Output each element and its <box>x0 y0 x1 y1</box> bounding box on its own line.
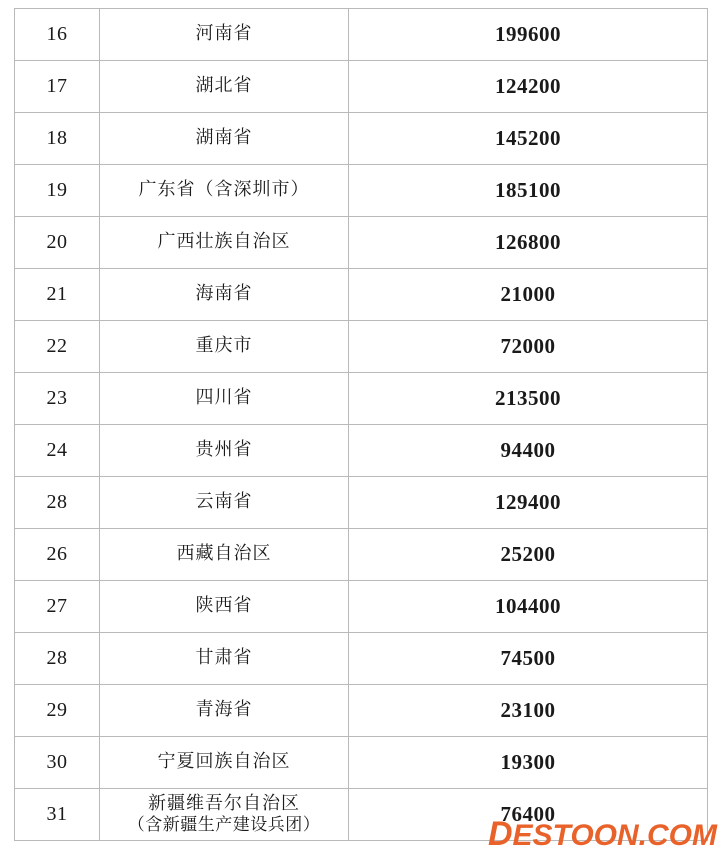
row-value: 94400 <box>349 425 708 477</box>
row-value: 21000 <box>349 269 708 321</box>
row-index: 17 <box>15 61 100 113</box>
row-region-name: 四川省 <box>100 373 349 425</box>
row-value: 23100 <box>349 685 708 737</box>
row-region-name: 广东省（含深圳市） <box>100 165 349 217</box>
watermark-text: ESTOON.COM <box>512 819 717 852</box>
row-region-name <box>100 789 349 841</box>
row-index: 27 <box>15 581 100 633</box>
row-region-name-line1: 新疆维吾尔自治区 <box>148 792 300 814</box>
row-value: 129400 <box>349 477 708 529</box>
table-row <box>15 633 708 685</box>
row-region-name: 宁夏回族自治区 <box>100 737 349 789</box>
row-index: 28 <box>15 477 100 529</box>
row-index: 18 <box>15 113 100 165</box>
row-region-name: 湖南省 <box>100 113 349 165</box>
region-quota-table <box>14 8 708 841</box>
row-index: 19 <box>15 165 100 217</box>
row-index: 30 <box>15 737 100 789</box>
row-index: 29 <box>15 685 100 737</box>
row-index: 31 <box>15 789 100 841</box>
row-index: 21 <box>15 269 100 321</box>
table-row <box>15 685 708 737</box>
row-value: 185100 <box>349 165 708 217</box>
table-row <box>15 789 708 841</box>
row-value: 199600 <box>349 9 708 61</box>
table-row <box>15 581 708 633</box>
table-row <box>15 737 708 789</box>
row-region-name: 陕西省 <box>100 581 349 633</box>
row-index: 24 <box>15 425 100 477</box>
table-row <box>15 61 708 113</box>
row-region-name: 海南省 <box>100 269 349 321</box>
table-row <box>15 373 708 425</box>
table-row <box>15 477 708 529</box>
row-value: 124200 <box>349 61 708 113</box>
row-index: 20 <box>15 217 100 269</box>
table-row <box>15 165 708 217</box>
row-value: 25200 <box>349 529 708 581</box>
table-row <box>15 529 708 581</box>
row-value: 76400 <box>349 789 708 841</box>
row-value: 72000 <box>349 321 708 373</box>
row-index: 26 <box>15 529 100 581</box>
table-row <box>15 217 708 269</box>
row-region-name: 河南省 <box>100 9 349 61</box>
table-body <box>15 9 708 841</box>
table-row <box>15 425 708 477</box>
row-index: 23 <box>15 373 100 425</box>
table-row <box>15 269 708 321</box>
row-index: 28 <box>15 633 100 685</box>
row-index: 22 <box>15 321 100 373</box>
row-index: 16 <box>15 9 100 61</box>
table-row <box>15 113 708 165</box>
table-row <box>15 321 708 373</box>
data-table-container <box>14 8 707 841</box>
row-region-name: 甘肃省 <box>100 633 349 685</box>
row-region-name: 重庆市 <box>100 321 349 373</box>
row-region-name: 广西壮族自治区 <box>100 217 349 269</box>
row-value: 104400 <box>349 581 708 633</box>
row-region-name: 贵州省 <box>100 425 349 477</box>
row-value: 74500 <box>349 633 708 685</box>
row-region-name: 湖北省 <box>100 61 349 113</box>
row-region-name: 青海省 <box>100 685 349 737</box>
row-region-name: 云南省 <box>100 477 349 529</box>
row-value: 126800 <box>349 217 708 269</box>
watermark-prefix: D <box>487 815 513 853</box>
table-row <box>15 9 708 61</box>
row-region-name-line2: （含新疆生产建设兵团） <box>127 815 321 836</box>
row-value: 145200 <box>349 113 708 165</box>
row-value: 213500 <box>349 373 708 425</box>
row-value: 19300 <box>349 737 708 789</box>
row-region-name: 西藏自治区 <box>100 529 349 581</box>
